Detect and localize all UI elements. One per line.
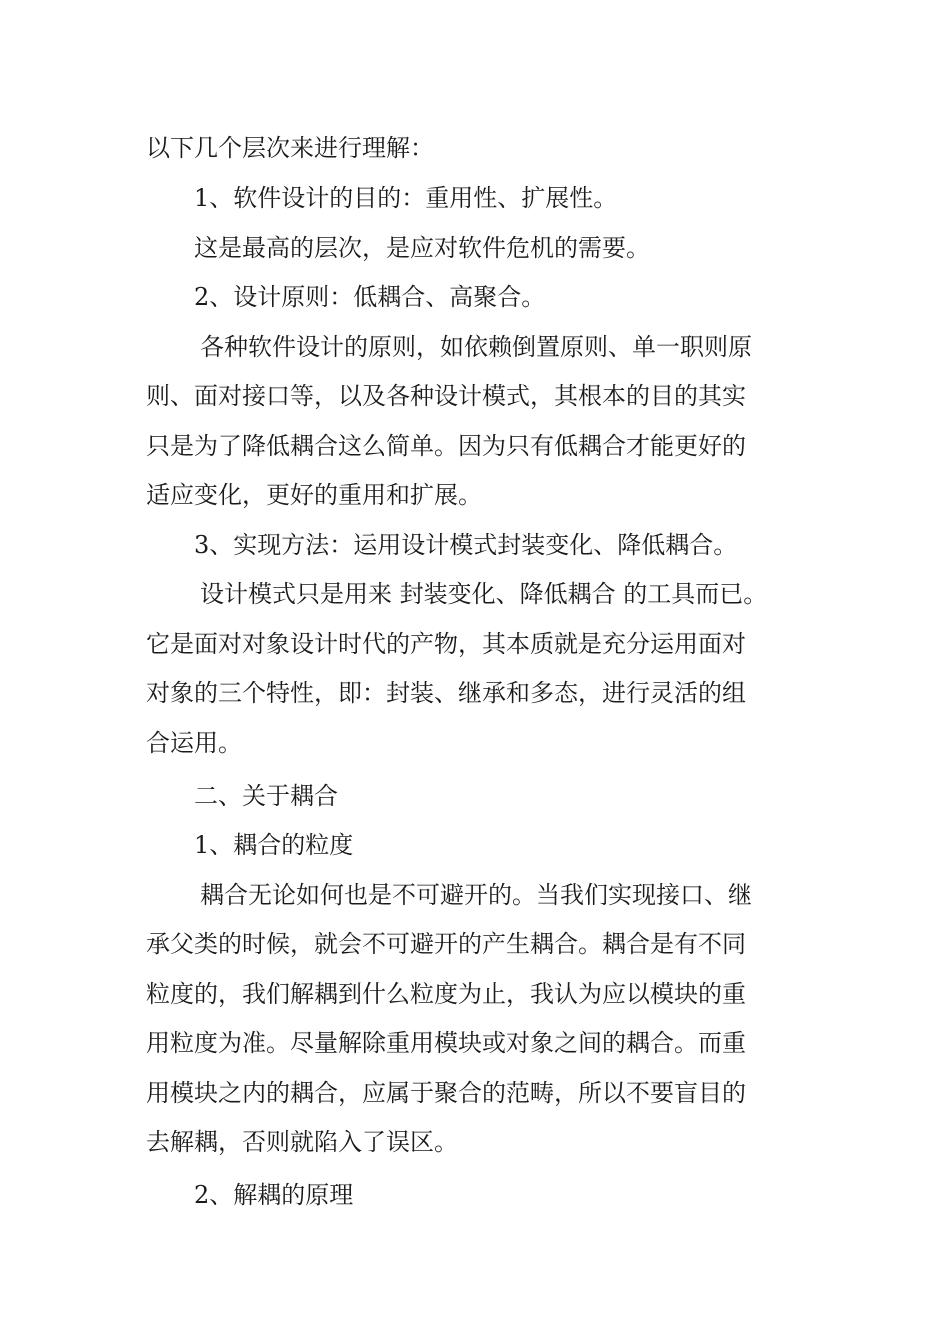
text-line: 粒度的，我们解耦到什么粒度为止，我认为应以模块的重 [146, 980, 746, 1008]
text-line: 用模块之内的耦合，应属于聚合的范畴，所以不要盲目的 [146, 1079, 746, 1107]
text-line: 则、面对接口等，以及各种设计模式，其根本的目的其实 [146, 382, 746, 410]
text-line: 这是最高的层次，是应对软件危机的需要。 [194, 234, 650, 262]
text-line: 承父类的时候，就会不可避开的产生耦合。耦合是有不同 [146, 930, 746, 958]
text-line: 1、软件设计的目的：重用性、扩展性。 [194, 184, 618, 212]
text-line: 耦合无论如何也是不可避开的。当我们实现接口、继 [200, 881, 752, 909]
subsection-heading: 2、解耦的原理 [194, 1181, 354, 1209]
text-line: 合运用。 [146, 729, 242, 757]
subsection-heading: 1、耦合的粒度 [194, 831, 354, 859]
text-line: 3、实现方法：运用设计模式封装变化、降低耦合。 [194, 531, 738, 559]
text-line: 它是面对对象设计时代的产物，其本质就是充分运用面对 [146, 630, 746, 658]
text-line: 对象的三个特性，即：封装、继承和多态，进行灵活的组 [146, 679, 746, 707]
text-line: 以下几个层次来进行理解： [146, 134, 434, 162]
section-heading: 二、关于耦合 [194, 782, 338, 810]
text-line: 适应变化，更好的重用和扩展。 [146, 481, 482, 509]
text-line: 2、设计原则：低耦合、高聚合。 [194, 283, 546, 311]
text-line: 各种软件设计的原则，如依赖倒置原则、单一职则原 [200, 333, 752, 361]
text-line: 去解耦，否则就陷入了误区。 [146, 1128, 458, 1156]
text-line: 只是为了降低耦合这么简单。因为只有低耦合才能更好的 [146, 432, 746, 460]
text-line: 用粒度为准。尽量解除重用模块或对象之间的耦合。而重 [146, 1029, 746, 1057]
text-line: 设计模式只是用来 封装变化、降低耦合 的工具而已。 [200, 580, 768, 608]
